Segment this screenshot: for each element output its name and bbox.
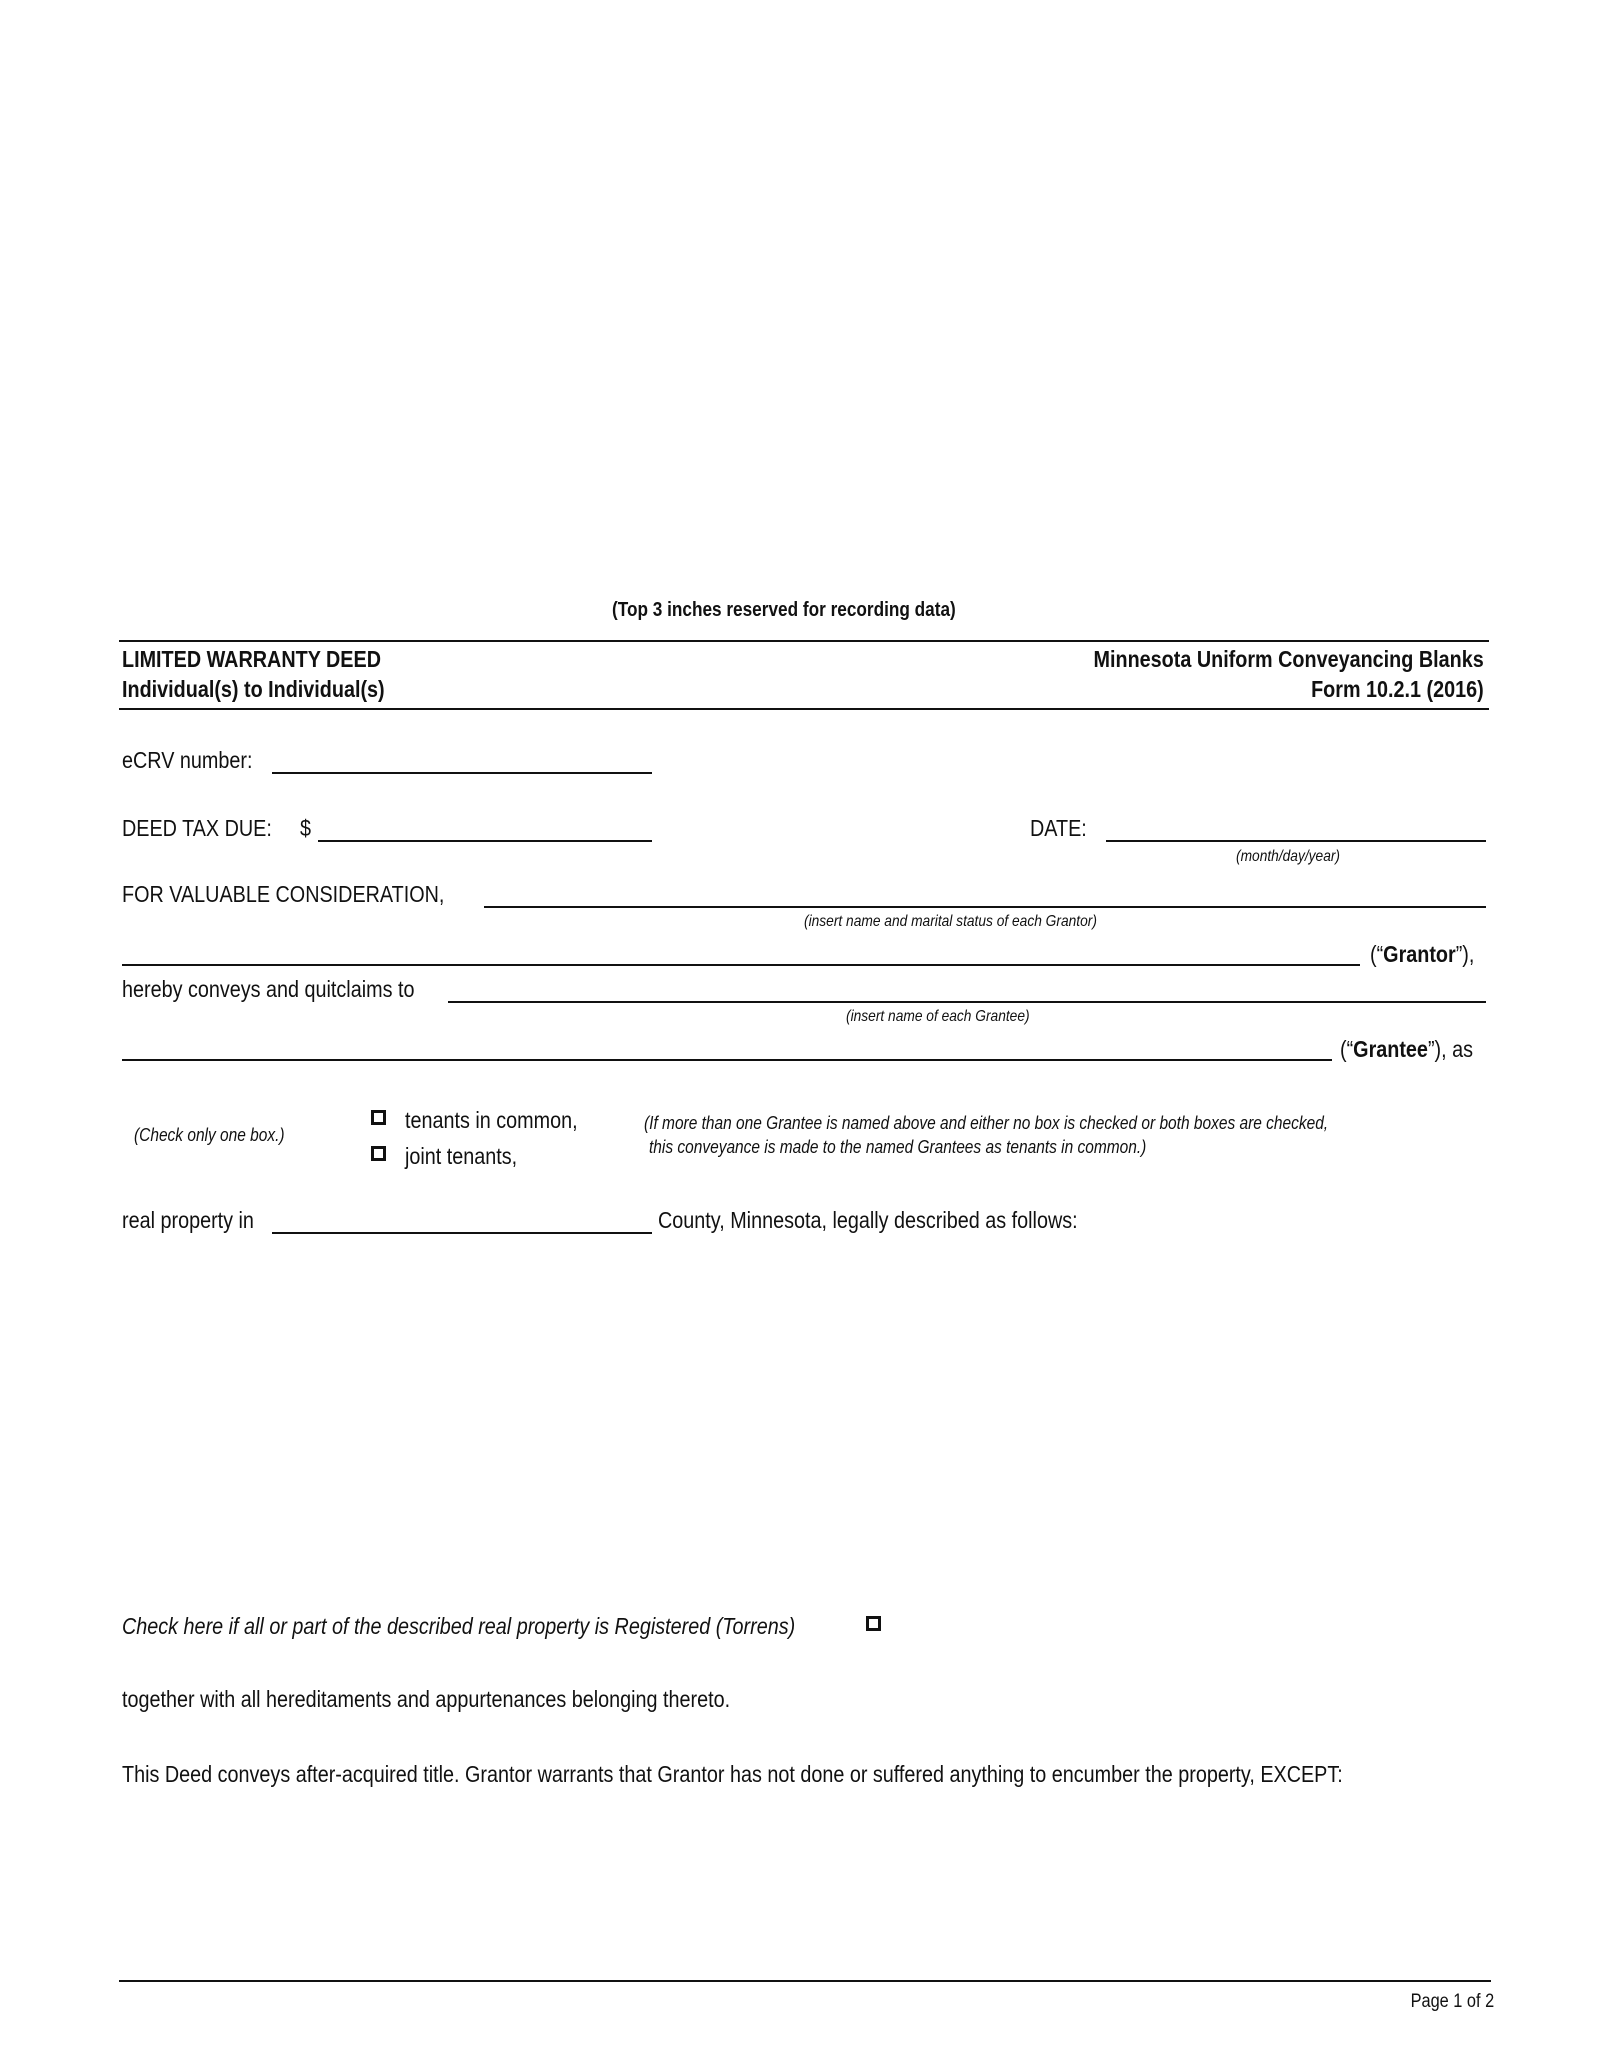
joint-tenants-label: joint tenants, <box>405 1143 518 1169</box>
tenants-in-common-label: tenants in common, <box>405 1107 578 1133</box>
footer-rule <box>119 1980 1491 1982</box>
deed-subtitle: Individual(s) to Individual(s) <box>122 676 385 702</box>
form-org: Minnesota Uniform Conveyancing Blanks <box>1093 646 1484 672</box>
deed-tax-field[interactable] <box>318 840 652 842</box>
recording-note: (Top 3 inches reserved for recording data) <box>612 599 956 621</box>
date-hint: (month/day/year) <box>1236 848 1341 865</box>
ecrv-label: eCRV number: <box>122 747 253 773</box>
grantor-hint: (insert name and marital status of each Grantor) <box>804 913 1097 930</box>
torrens-checkbox[interactable] <box>866 1616 881 1631</box>
tenancy-instruction: (Check only one box.) <box>134 1125 285 1145</box>
form-number: Form 10.2.1 (2016) <box>1311 676 1484 702</box>
ecrv-field[interactable] <box>272 772 652 774</box>
consideration-label: FOR VALUABLE CONSIDERATION, <box>122 881 445 907</box>
date-field[interactable] <box>1106 840 1486 842</box>
warranty-text: This Deed conveys after-acquired title. Grantor warrants that Grantor has not done or suffered anything to encumber the property, EXCEPT: <box>122 1761 1343 1787</box>
property-prefix: real property in <box>122 1207 254 1233</box>
tenants-in-common-checkbox[interactable] <box>371 1110 386 1125</box>
date-label: DATE: <box>1030 815 1087 841</box>
grantor-field-1[interactable] <box>484 906 1486 908</box>
conveys-label: hereby conveys and quitclaims to <box>122 976 415 1002</box>
header-bottom-rule <box>119 708 1489 710</box>
deed-tax-label: DEED TAX DUE: <box>122 815 272 841</box>
grantee-field-1[interactable] <box>448 1001 1486 1003</box>
joint-tenants-checkbox[interactable] <box>371 1146 386 1161</box>
grantor-defined-term: (“Grantor”), <box>1370 941 1475 967</box>
grantee-hint: (insert name of each Grantee) <box>846 1008 1030 1025</box>
hereditaments-text: together with all hereditaments and appurtenances belonging thereto. <box>122 1686 731 1712</box>
tenancy-note-line-1: (If more than one Grantee is named above and either no box is checked or both boxes are checked, <box>644 1113 1329 1133</box>
county-field[interactable] <box>272 1232 652 1234</box>
deed-tax-currency: $ <box>300 815 312 841</box>
grantee-field-2[interactable] <box>122 1059 1332 1061</box>
page-number: Page 1 of 2 <box>1410 1991 1494 2012</box>
tenancy-note-line-2: this conveyance is made to the named Grantees as tenants in common.) <box>649 1137 1147 1157</box>
grantee-defined-term: (“Grantee”), as <box>1340 1036 1474 1062</box>
header-top-rule <box>119 640 1489 642</box>
deed-title: LIMITED WARRANTY DEED <box>122 646 381 672</box>
grantor-field-2[interactable] <box>122 964 1360 966</box>
torrens-label: Check here if all or part of the described real property is Registered (Torrens) <box>122 1613 796 1639</box>
property-suffix: County, Minnesota, legally described as follows: <box>658 1207 1078 1233</box>
